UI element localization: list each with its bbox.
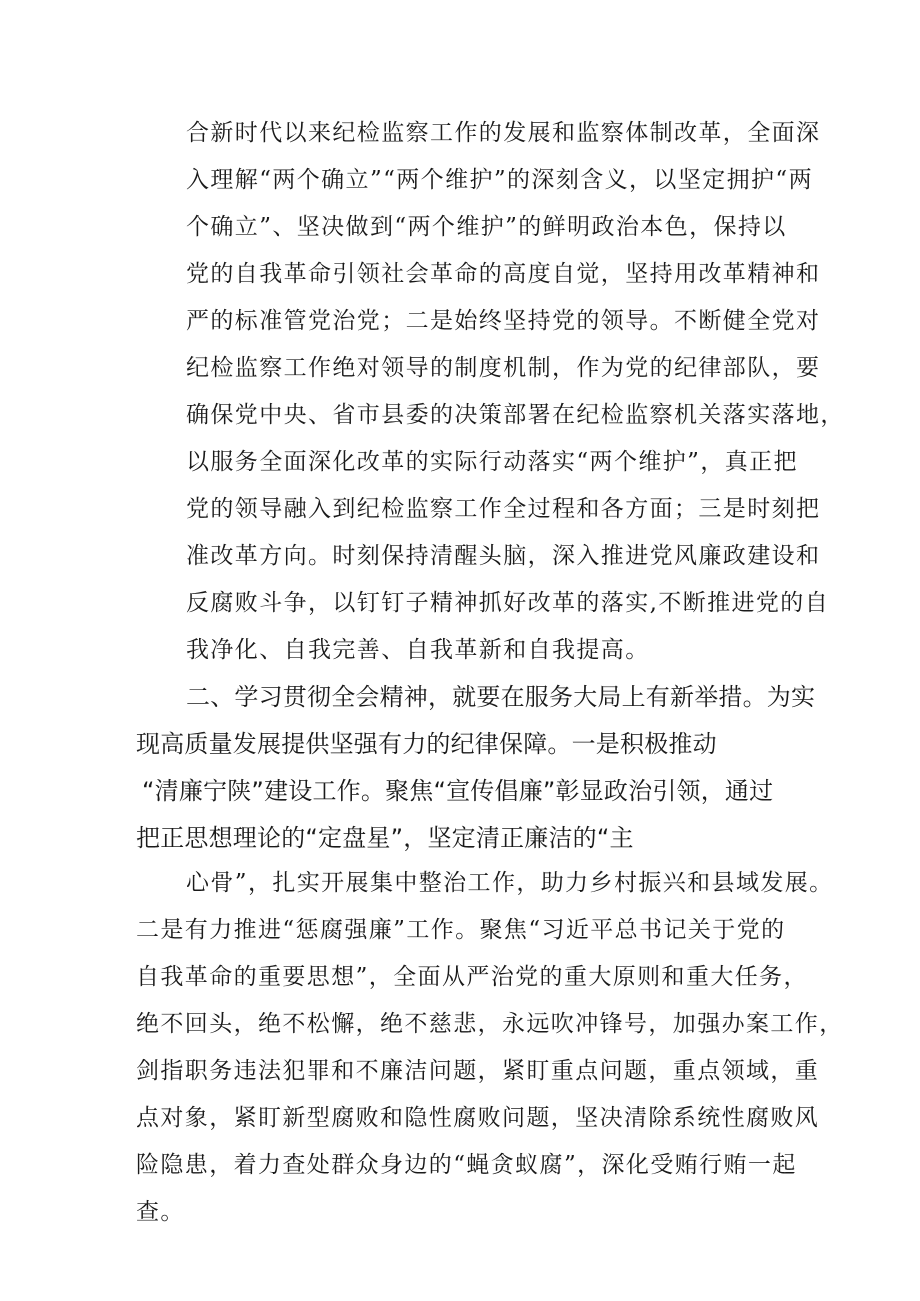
paragraph-1-line: 纪检监察工作绝对领导的制度机制，作为党的纪律部队，要 — [186, 355, 821, 381]
paragraph-2-line: 查。 — [136, 1199, 185, 1225]
section-2-heading-line: 把正思想理论的“定盘星”，坚定清正廉洁的“主 — [136, 824, 634, 852]
paragraph-1-line: 合新时代以来纪检监察工作的发展和监察体制改革，全面深 — [186, 120, 821, 146]
paragraph-2-line: 剑指职务违法犯罪和不廉洁问题，紧盯重点问题，重点领域，重 — [136, 1058, 820, 1084]
paragraph-2-line: 点对象，紧盯新型腐败和隐性腐败问题，坚决清除系统性腐败风 — [136, 1105, 820, 1131]
paragraph-1-line: 严的标准管党治党；二是始终坚持党的领导。不断健全党对 — [186, 308, 821, 334]
paragraph-2-line: 险隐患，着力查处群众身边的“蝇贪蚁腐”，深化受贿行贿一起 — [136, 1152, 797, 1178]
paragraph-1-line: 党的领导融入到纪检监察工作全过程和各方面；三是时刻把 — [186, 496, 821, 522]
section-2-heading-line: 现高质量发展提供坚强有力的纪律保障。一是积极推动 — [136, 730, 717, 758]
paragraph-1-line: 反腐败斗争，以钉钉子精神抓好改革的落实,不断推进党的自 — [186, 590, 830, 616]
paragraph-1-line: 个确立”、坚决做到“两个维护”的鲜明政治本色，保持以 — [186, 214, 787, 240]
paragraph-2-line: 二是有力推进“惩腐强廉”工作。聚焦“习近平总书记关于党的 — [136, 917, 786, 943]
paragraph-2-line: 绝不回头，绝不松懈，绝不慈悲，永远吹冲锋号，加强办案工作， — [136, 1011, 844, 1037]
paragraph-2-line: 心骨”，扎实开展集中整治工作，助力乡村振兴和县域发展。 — [186, 870, 834, 896]
paragraph-1-line: 党的自我革命引领社会革命的高度自觉，坚持用改革精神和 — [186, 261, 821, 287]
paragraph-1-line: 确保党中央、省市县委的决策部署在纪检监察机关落实落地， — [186, 402, 845, 428]
paragraph-1-line: 我净化、自我完善、自我革新和自我提高。 — [186, 637, 650, 663]
paragraph-2-line: 自我革命的重要思想”，全面从严治党的重大原则和重大任务， — [136, 964, 808, 990]
section-2-heading-line: 二、学习贯彻全会精神，就要在服务大局上有新举措。为实 — [186, 683, 816, 711]
section-2-heading-line: “清廉宁陕”建设工作。聚焦“宣传倡廉”彰显政治引领，通过 — [142, 777, 774, 805]
paragraph-1-line: 入理解“两个确立”“两个维护”的深刻含义，以坚定拥护“两 — [186, 167, 813, 193]
paragraph-1-line: 准改革方向。时刻保持清醒头脑，深入推进党风廉政建设和 — [186, 543, 821, 569]
paragraph-1-line: 以服务全面深化改革的实际行动落实“两个维护”，真正把 — [186, 449, 798, 475]
